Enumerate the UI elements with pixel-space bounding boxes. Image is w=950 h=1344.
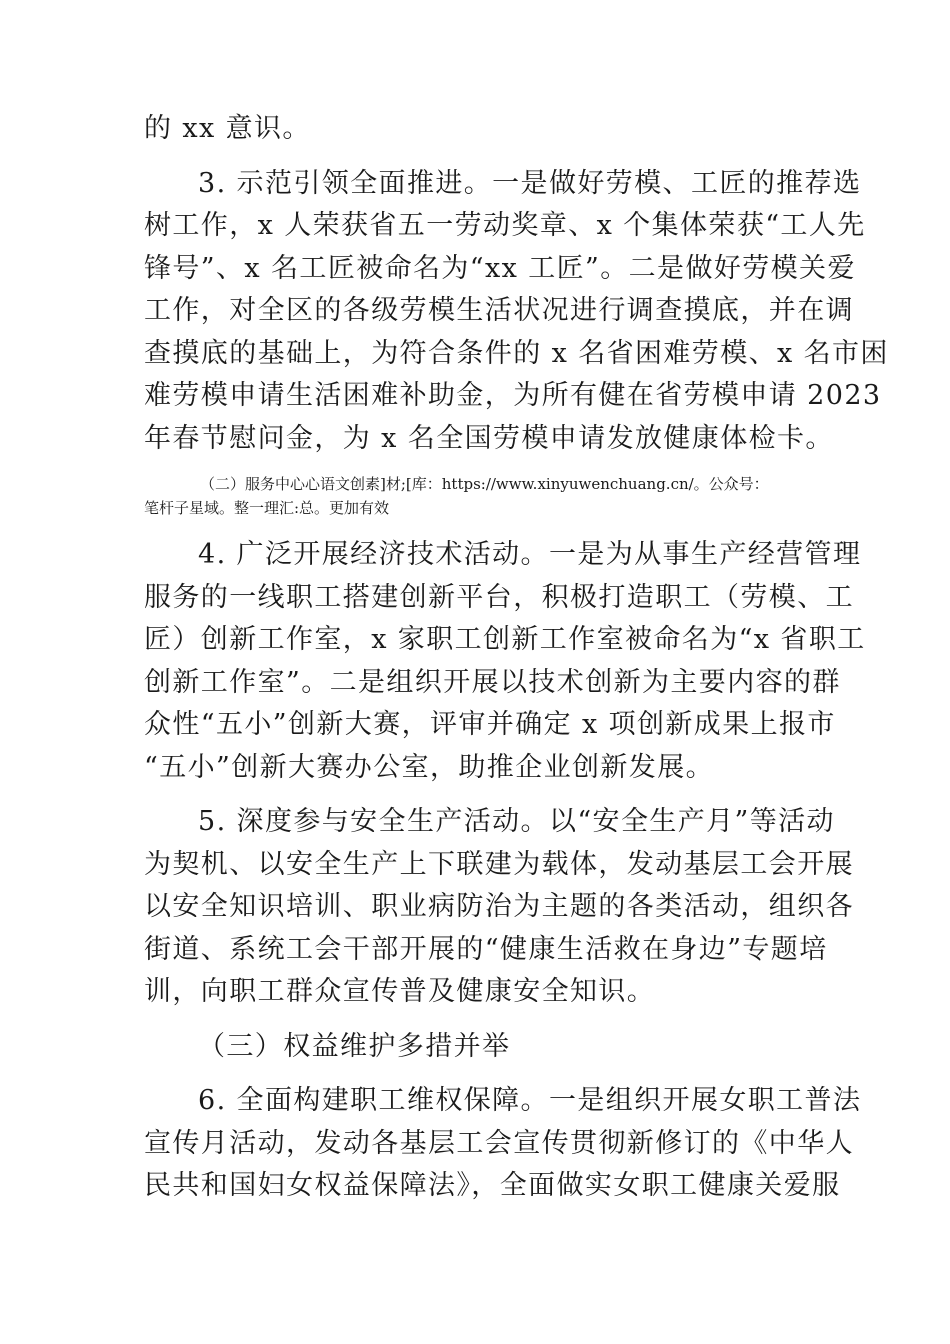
section-3-heading bbox=[144, 1026, 806, 1069]
text-line: 树工作，x 人荣获省五一劳动奖章、x 个集体荣获“工人先 bbox=[144, 210, 866, 241]
text-line: 众性“五小”创新大赛，评审并确定 x 项创新成果上报市 bbox=[144, 709, 836, 740]
section-2-note bbox=[144, 472, 806, 520]
text-line: 匠）创新工作室，x 家职工创新工作室被命名为“x 省职工 bbox=[144, 624, 866, 655]
text-line: 宣传月活动，发动各基层工会宣传贯彻新修订的《中华人 bbox=[144, 1127, 854, 1159]
text-line: 民共和国妇女权益保障法》，全面做实女职工健康关爱服 bbox=[144, 1170, 841, 1201]
text-line: 为契机、以安全生产上下联建为载体，发动基层工会开展 bbox=[144, 848, 854, 880]
section-heading-text: （三）权益维护多措并举 bbox=[198, 1030, 511, 1062]
text-line: 锋号”、x 名工匠被命名为“xx 工匠”。二是做好劳模关爱 bbox=[144, 252, 856, 284]
document-page bbox=[144, 108, 889, 1220]
text-line: 6. 全面构建职工维权保障。一是组织开展女职工普法 bbox=[198, 1085, 862, 1116]
text-line: 创新工作室”。二是组织开展以技术创新为主要内容的群 bbox=[144, 666, 841, 698]
text-line: 以安全知识培训、职业病防治为主题的各类活动，组织各 bbox=[144, 891, 854, 922]
text-line: 3. 示范引领全面推进。一是做好劳模、工匠的推荐选 bbox=[198, 167, 862, 199]
text-line: 街道、系统工会干部开展的“健康生活救在身边”专题培 bbox=[144, 933, 828, 965]
text-line: 服务的一线职工搭建创新平台，积极打造职工（劳模、工 bbox=[144, 581, 854, 613]
text-line: 查摸底的基础上，为符合条件的 x 名省困难劳模、x 名市困 bbox=[144, 337, 889, 369]
text-line: 4. 广泛开展经济技术活动。一是为从事生产经营管理 bbox=[198, 539, 862, 570]
paragraph-continued bbox=[144, 108, 806, 151]
text-line: 5. 深度参与安全生产活动。以“安全生产月”等活动 bbox=[198, 806, 835, 837]
note-line: 笔杆子星域。整一理汇:总。更加有效 bbox=[144, 499, 390, 517]
paragraph-5 bbox=[144, 801, 854, 1014]
text-line: 训，向职工群众宣传普及健康安全知识。 bbox=[144, 976, 656, 1007]
text-line: 难劳模申请生活困难补助金，为所有健在省劳模申请 2023 bbox=[144, 380, 882, 411]
text-line: 年春节慰问金，为 x 名全国劳模申请发放健康体检卡。 bbox=[144, 422, 834, 454]
paragraph-4 bbox=[144, 534, 866, 789]
text-line: 工作，对全区的各级劳模生活状况进行调查摸底，并在调 bbox=[144, 295, 854, 326]
text-line: “五小”创新大赛办公室，助推企业创新发展。 bbox=[144, 751, 715, 783]
paragraph-3 bbox=[144, 163, 889, 461]
paragraph-6 bbox=[144, 1080, 862, 1208]
text-line: 的 xx 意识。 bbox=[144, 113, 311, 144]
note-line: （二）服务中心心语文创素]材;[库：https://www.xinyuwenchuang.cn/。公众号： bbox=[200, 475, 769, 493]
